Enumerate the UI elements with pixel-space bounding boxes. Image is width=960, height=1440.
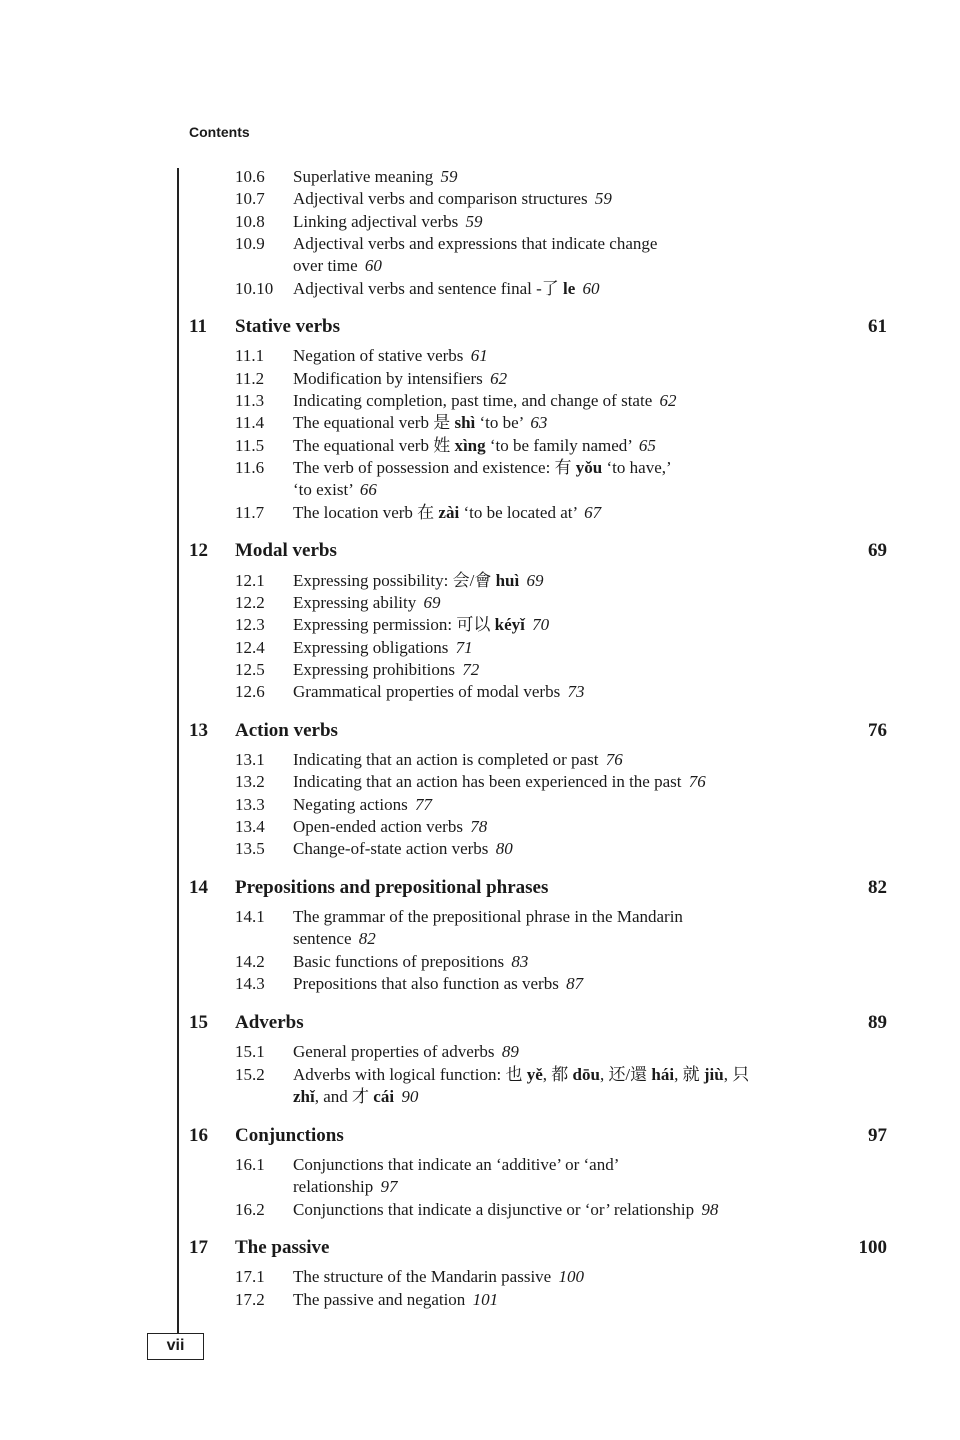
chapter-number: 16 [189, 1125, 208, 1146]
chapter-page-number: 100 [858, 1237, 887, 1258]
section-number: 12.5 [235, 660, 265, 679]
section-title [293, 614, 833, 636]
section-page-number: 89 [501, 1042, 519, 1061]
section-number: 11.3 [235, 391, 265, 410]
section-title [293, 412, 833, 434]
section-number: 17.1 [235, 1267, 265, 1286]
title-text: Change-of-state action verbs [293, 839, 489, 858]
section-title [293, 233, 833, 278]
section-page-number: 101 [472, 1290, 499, 1309]
section-title [293, 592, 833, 614]
title-text: Open-ended action verbs [293, 817, 463, 836]
chapter-page-number: 76 [868, 720, 887, 741]
chapter-title: Stative verbs [235, 316, 341, 337]
section-page-number: 70 [532, 615, 550, 634]
section-number: 13.3 [235, 795, 265, 814]
title-text: Indicating completion, past time, and change of state [293, 391, 653, 410]
title-text: The location verb 在 [293, 503, 439, 522]
section-title [293, 637, 833, 659]
title-text: , and 才 [314, 1087, 374, 1107]
section-title [293, 368, 833, 390]
pinyin-term: cái [373, 1087, 395, 1107]
title-text: , 只 [723, 1065, 750, 1084]
section-page-number: 65 [638, 436, 656, 455]
chapter-number: 14 [189, 877, 208, 898]
section-page-number: 100 [558, 1267, 584, 1286]
chapter-page-number: 82 [868, 877, 887, 898]
title-text: The grammar of the prepositional phrase in the Mandarin sentence [293, 907, 683, 949]
section-page-number: 60 [364, 256, 382, 276]
section-page-number: 67 [584, 503, 602, 522]
chapter-number: 12 [189, 540, 208, 561]
section-number: 13.4 [235, 817, 265, 836]
title-text: Superlative meaning [293, 167, 434, 186]
chapter-entry[interactable] [0, 1125, 960, 1149]
section-page-number: 76 [688, 772, 706, 791]
section-page-number: 69 [423, 593, 441, 612]
pinyin-term: zài [438, 503, 460, 522]
section-page-number: 90 [401, 1087, 419, 1107]
section-title [293, 278, 833, 300]
section-page-number: 83 [511, 952, 529, 971]
section-title [293, 345, 833, 367]
pinyin-term: kéyǐ [494, 615, 525, 634]
section-number: 14.1 [235, 907, 265, 926]
section-title [293, 838, 833, 860]
title-text: Negation of stative verbs [293, 346, 464, 365]
section-page-number: 73 [567, 682, 585, 701]
title-text: Expressing possibility: 会/會 [293, 571, 496, 590]
section-number: 12.2 [235, 593, 265, 612]
section-page-number: 71 [455, 638, 473, 657]
section-number: 11.5 [235, 436, 265, 455]
section-title [293, 502, 833, 524]
section-page-number: 78 [470, 817, 488, 836]
pinyin-term: le [563, 279, 576, 298]
section-page-number: 63 [530, 413, 548, 432]
section-title [293, 951, 833, 973]
title-text: Grammatical properties of modal verbs [293, 682, 561, 701]
section-number: 16.2 [235, 1200, 265, 1219]
pinyin-term: yǒu [575, 458, 603, 477]
section-page-number: 97 [380, 1177, 398, 1197]
section-page-number: 62 [659, 391, 677, 410]
section-title [293, 211, 833, 233]
pinyin-term: jiù [703, 1065, 724, 1084]
chapter-title: Conjunctions [235, 1125, 344, 1146]
section-number: 11.4 [235, 413, 265, 432]
chapter-number: 11 [189, 316, 207, 337]
section-number: 10.6 [235, 167, 265, 186]
section-page-number: 59 [465, 212, 483, 231]
section-title [293, 390, 833, 412]
chapter-title: Modal verbs [235, 540, 337, 561]
section-number: 12.3 [235, 615, 265, 634]
section-title [293, 681, 833, 703]
title-text: ‘to be located at’ [459, 503, 577, 522]
chapter-entry[interactable] [0, 720, 960, 744]
chapter-title: Adverbs [235, 1012, 304, 1033]
section-number: 12.6 [235, 682, 265, 701]
pinyin-term: yě [526, 1065, 543, 1084]
title-text: Basic functions of prepositions [293, 952, 505, 971]
title-text: Expressing ability [293, 593, 417, 612]
section-title [293, 1289, 833, 1311]
section-page-number: 76 [605, 750, 623, 769]
section-page-number: 66 [359, 480, 377, 500]
section-number: 14.2 [235, 952, 265, 971]
title-text: ‘to be’ [475, 413, 524, 432]
title-text: , 还/還 [599, 1065, 652, 1084]
chapter-page-number: 97 [868, 1125, 887, 1146]
chapter-entry[interactable] [0, 1012, 960, 1036]
title-text: Adjectival verbs and sentence final -了 [293, 279, 564, 298]
section-title [293, 570, 833, 592]
section-title [293, 749, 833, 771]
section-page-number: 59 [440, 167, 458, 186]
section-title [293, 457, 833, 502]
section-number: 10.9 [235, 234, 265, 253]
section-number: 13.5 [235, 839, 265, 858]
page-folio: vii [147, 1333, 204, 1360]
pinyin-term: dōu [572, 1065, 600, 1084]
section-page-number: 77 [414, 795, 432, 814]
section-number: 13.2 [235, 772, 265, 791]
section-page-number: 72 [462, 660, 480, 679]
title-text: The verb of possession and existence: 有 [293, 458, 576, 477]
chapter-page-number: 69 [868, 540, 887, 561]
title-text: Adjectival verbs and expressions that indicate change over time [293, 234, 658, 276]
title-text: Modification by intensifiers [293, 369, 483, 388]
section-title [293, 1199, 833, 1221]
title-text: Indicating that an action is completed or past [293, 750, 599, 769]
title-text: Expressing prohibitions [293, 660, 455, 679]
chapter-title: Prepositions and prepositional phrases [235, 877, 549, 898]
margin-rule [177, 168, 179, 1333]
title-text: Prepositions that also function as verbs [293, 974, 559, 993]
section-number: 16.1 [235, 1155, 265, 1174]
title-text: ‘to be family named’ [485, 436, 632, 455]
title-text: Negating actions [293, 795, 408, 814]
section-number: 12.4 [235, 638, 265, 657]
pinyin-term: huì [495, 571, 520, 590]
title-text: General properties of adverbs [293, 1042, 495, 1061]
title-text: Conjunctions that indicate an ‘additive’ or ‘and’ relationship [293, 1155, 620, 1197]
chapter-number: 17 [189, 1237, 208, 1258]
chapter-title: Action verbs [235, 720, 338, 741]
running-header: Contents [189, 124, 250, 140]
section-title [293, 794, 833, 816]
section-number: 11.6 [235, 458, 265, 477]
title-text: Conjunctions that indicate a disjunctive or ‘or’ relationship [293, 1200, 695, 1219]
section-page-number: 59 [594, 189, 612, 208]
title-text: Expressing obligations [293, 638, 449, 657]
pinyin-term: shì [454, 413, 476, 432]
title-text: Linking adjectival verbs [293, 212, 459, 231]
section-page-number: 98 [701, 1200, 719, 1219]
section-page-number: 60 [582, 279, 600, 298]
section-number: 11.1 [235, 346, 265, 365]
section-page-number: 62 [490, 369, 508, 388]
section-number: 15.1 [235, 1042, 265, 1061]
chapter-entry[interactable] [0, 877, 960, 901]
chapter-entry[interactable] [0, 540, 960, 564]
title-text: The equational verb 姓 [293, 436, 455, 455]
section-number: 14.3 [235, 974, 265, 993]
title-text: Indicating that an action has been experienced in the past [293, 772, 682, 791]
pinyin-term: xìng [454, 436, 486, 455]
title-text: The structure of the Mandarin passive [293, 1267, 552, 1286]
chapter-title: The passive [235, 1237, 330, 1258]
title-text: , 都 [542, 1065, 573, 1084]
title-text: ‘to have,’ ‘to exist’ [293, 458, 672, 500]
section-number: 13.1 [235, 750, 265, 769]
chapter-entry[interactable] [0, 316, 960, 340]
title-text: The equational verb 是 [293, 413, 455, 432]
section-title [293, 659, 833, 681]
section-title [293, 816, 833, 838]
section-number: 11.7 [235, 503, 265, 522]
chapter-entry[interactable] [0, 1237, 960, 1261]
section-page-number: 82 [358, 929, 376, 949]
chapter-number: 13 [189, 720, 208, 741]
title-text: Adverbs with logical function: 也 [293, 1065, 527, 1084]
section-title [293, 1266, 833, 1288]
section-number: 10.8 [235, 212, 265, 231]
title-text: The passive and negation [293, 1290, 466, 1309]
pinyin-term: zhǐ [293, 1087, 315, 1107]
chapter-number: 15 [189, 1012, 208, 1033]
title-text: Expressing permission: 可以 [293, 615, 495, 634]
section-title [293, 1064, 833, 1109]
section-number: 10.10 [235, 279, 274, 298]
chapter-page-number: 61 [868, 316, 887, 337]
title-text: , 就 [674, 1065, 704, 1084]
title-text: Adjectival verbs and comparison structures [293, 189, 588, 208]
section-title [293, 973, 833, 995]
section-title [293, 1154, 833, 1199]
section-number: 15.2 [235, 1065, 265, 1084]
section-title [293, 906, 833, 951]
section-title [293, 435, 833, 457]
section-title [293, 771, 833, 793]
chapter-page-number: 89 [868, 1012, 887, 1033]
section-page-number: 87 [566, 974, 584, 993]
section-number: 17.2 [235, 1290, 265, 1309]
section-page-number: 61 [470, 346, 488, 365]
section-title [293, 188, 833, 210]
section-number: 12.1 [235, 571, 265, 590]
section-number: 10.7 [235, 189, 265, 208]
section-title [293, 166, 833, 188]
section-title [293, 1041, 833, 1063]
section-number: 11.2 [235, 369, 265, 388]
section-page-number: 69 [526, 571, 544, 590]
section-page-number: 80 [495, 839, 513, 858]
pinyin-term: hái [651, 1065, 675, 1084]
